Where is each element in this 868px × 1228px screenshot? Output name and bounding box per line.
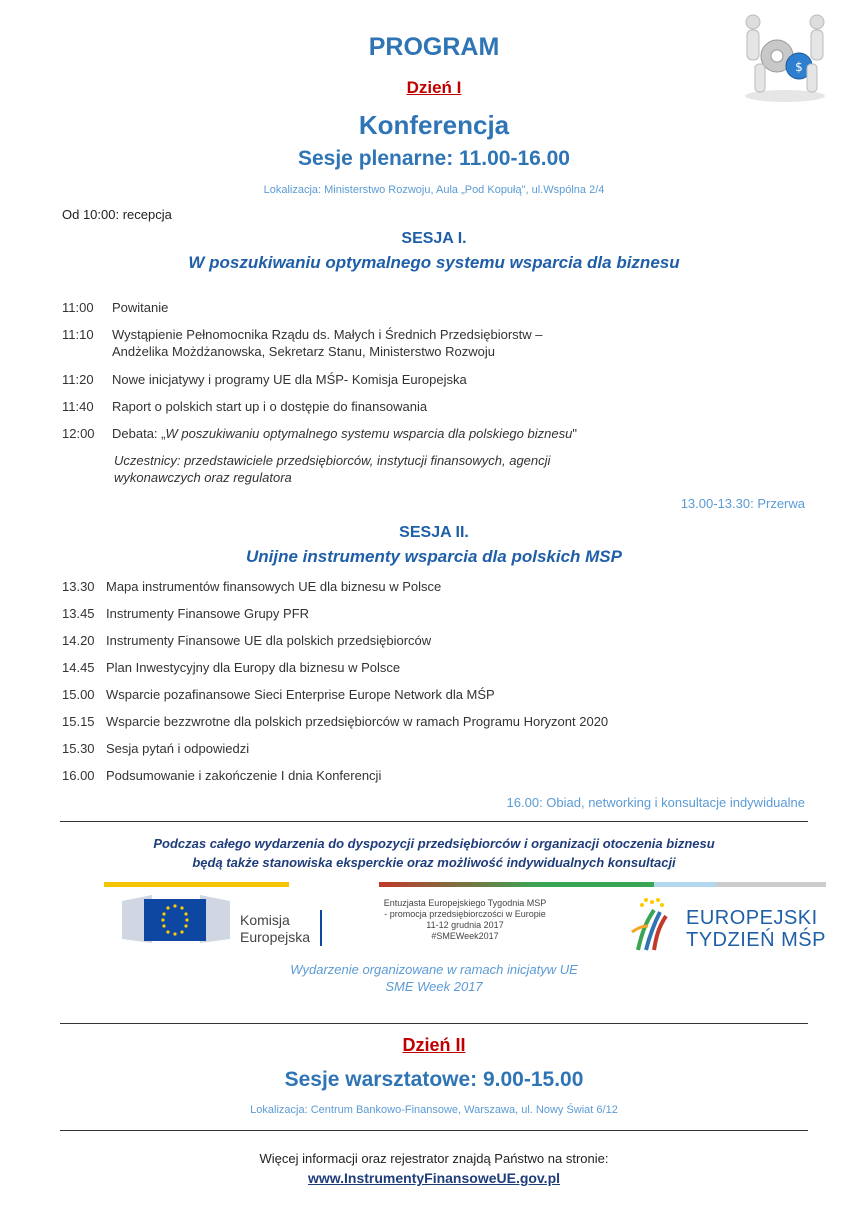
list-item bbox=[62, 425, 577, 442]
divider bbox=[60, 1130, 808, 1131]
list-item bbox=[62, 767, 822, 794]
expert-notice bbox=[0, 834, 868, 872]
item-text: Wsparcie bezzwrotne dla polskich przedsiębiorców w ramach Programu Horyzont 2020 bbox=[106, 714, 609, 729]
closing-note: 16.00: Obiad, networking i konsultacje indywidualne bbox=[506, 795, 805, 810]
sme-line2: TYDZIEŃ MŚP bbox=[686, 929, 826, 951]
participants-line2: wykonawczych oraz regulatora bbox=[114, 470, 292, 485]
list-item bbox=[62, 605, 822, 632]
list-item bbox=[62, 371, 467, 388]
conference-title: Konferencja bbox=[358, 110, 510, 140]
svg-text:$: $ bbox=[795, 60, 803, 74]
location-day1: Lokalizacja: Ministerstwo Rozwoju, Aula „Pod Kopułą", ul.Wspólna 2/4 bbox=[263, 184, 605, 196]
page-title: PROGRAM bbox=[368, 33, 500, 61]
event-caption bbox=[0, 961, 868, 995]
item-text-prefix: Debata: „ bbox=[112, 426, 166, 441]
item-text: Instrumenty Finansowe UE dla polskich przedsiębiorców bbox=[106, 633, 432, 648]
reception-note: Od 10:00: recepcja bbox=[62, 207, 172, 222]
ec-building-icon bbox=[122, 891, 232, 947]
list-item bbox=[62, 713, 822, 740]
location-day2: Lokalizacja: Centrum Bankowo-Finansowe, Warszawa, ul. Nowy Świat 6/12 bbox=[250, 1104, 618, 1116]
item-text: Instrumenty Finansowe Grupy PFR bbox=[106, 606, 310, 621]
mid-line2: - promocja przedsiębiorczości w Europie bbox=[384, 909, 546, 919]
session1-subtitle: W poszukiwaniu optymalnego systemu wsparcia dla biznesu bbox=[188, 253, 680, 272]
item-time: 11:00 bbox=[62, 300, 94, 315]
mid-line4: #SMEWeek2017 bbox=[431, 931, 499, 941]
mid-line3: 11-12 grudnia 2017 bbox=[426, 920, 504, 930]
color-bar-lightblue bbox=[654, 882, 716, 887]
ec-line1: Komisja bbox=[240, 912, 290, 928]
item-text: Powitanie bbox=[112, 300, 169, 315]
item-time: 13.30 bbox=[62, 579, 95, 594]
item-text-suffix: " bbox=[572, 426, 577, 441]
list-item bbox=[62, 659, 822, 686]
list-item bbox=[62, 578, 822, 605]
plenary-sessions: Sesje plenarne: 11.00-16.00 bbox=[297, 147, 570, 170]
participants-line1: Uczestnicy: przedstawiciele przedsiębiorców, instytucji finansowych, agencji bbox=[114, 453, 551, 468]
caption-line1: Wydarzenie organizowane w ramach inicjatyw UE bbox=[290, 962, 578, 977]
sme-line1: EUROPEJSKI bbox=[686, 907, 818, 929]
item-time: 11:40 bbox=[62, 399, 94, 414]
sme-week-name bbox=[686, 907, 826, 951]
session2-agenda bbox=[62, 578, 822, 794]
day1-heading: Dzień I bbox=[406, 78, 462, 97]
item-text: Plan Inwestycyjny dla Europy dla biznesu w Polsce bbox=[106, 660, 401, 675]
color-bar-yellow bbox=[104, 882, 289, 887]
item-time: 11:10 bbox=[62, 327, 94, 342]
color-bar-green2 bbox=[539, 882, 654, 887]
item-text: Wystąpienie Pełnomocnika Rządu ds. Małych i Średnich Przedsiębiorstw – bbox=[112, 327, 543, 342]
caption-line2: SME Week 2017 bbox=[385, 979, 483, 994]
debate-title: W poszukiwaniu optymalnego systemu wsparcia dla polskiego biznesu bbox=[165, 426, 573, 441]
workshop-sessions: Sesje warsztatowe: 9.00-15.00 bbox=[284, 1068, 584, 1091]
color-bar-gap bbox=[289, 882, 379, 887]
day2-heading: Dzień II bbox=[402, 1035, 466, 1055]
item-time: 15.30 bbox=[62, 741, 95, 756]
notice-line2: będą także stanowiska eksperckie oraz możliwość indywidualnych konsultacji bbox=[192, 855, 676, 870]
ec-name bbox=[240, 912, 310, 946]
ec-line2: Europejska bbox=[240, 929, 311, 945]
session1-heading: SESJA I. bbox=[401, 230, 467, 247]
notice-line1: Podczas całego wydarzenia do dyspozycji przedsiębiorców i organizacji otoczenia biznesu bbox=[153, 836, 715, 851]
color-bar-green bbox=[379, 882, 539, 887]
divider bbox=[60, 821, 808, 822]
item-time: 15.00 bbox=[62, 687, 95, 702]
list-item bbox=[62, 686, 822, 713]
item-text: Sesja pytań i odpowiedzi bbox=[106, 741, 250, 756]
sme-enthusiast-text bbox=[355, 898, 575, 942]
item-text-line2: Andżelika Możdżanowska, Sekretarz Stanu, Ministerstwo Rozwoju bbox=[112, 344, 495, 359]
mid-line1: Entuzjasta Europejskiego Tygodnia MSP bbox=[383, 898, 547, 908]
sme-figure-icon bbox=[628, 892, 678, 952]
item-text: Nowe inicjatywy i programy UE dla MŚP- Komisja Europejska bbox=[112, 372, 467, 387]
color-bar-grey bbox=[716, 882, 826, 887]
item-time: 14.45 bbox=[62, 660, 95, 675]
list-item bbox=[62, 326, 543, 360]
ec-logo bbox=[122, 891, 232, 952]
more-info-text: Więcej informacji oraz rejestrator znajdą Państwo na stronie: bbox=[259, 1151, 609, 1166]
item-time: 16.00 bbox=[62, 768, 95, 783]
list-item bbox=[62, 398, 427, 415]
divider bbox=[60, 1023, 808, 1024]
item-time: 11:20 bbox=[62, 372, 94, 387]
item-text: Wsparcie pozafinansowe Sieci Enterprise Europe Network dla MŚP bbox=[106, 687, 495, 702]
list-item bbox=[62, 632, 822, 659]
color-bar bbox=[104, 882, 826, 887]
item-text: Podsumowanie i zakończenie I dnia Konferencji bbox=[106, 768, 382, 783]
list-item bbox=[62, 740, 822, 767]
list-item bbox=[62, 299, 168, 316]
participants-note bbox=[114, 452, 550, 486]
item-time: 13.45 bbox=[62, 606, 95, 621]
break-note: 13.00-13.30: Przerwa bbox=[680, 496, 805, 511]
item-text: Mapa instrumentów finansowych UE dla biznesu w Polsce bbox=[106, 579, 442, 594]
session2-subtitle: Unijne instrumenty wsparcia dla polskich MSP bbox=[246, 547, 622, 566]
item-time: 14.20 bbox=[62, 633, 95, 648]
website-link[interactable]: www.InstrumentyFinansoweUE.gov.pl bbox=[307, 1170, 561, 1186]
item-text: Raport o polskich start up i o dostępie do finansowania bbox=[112, 399, 428, 414]
session2-heading: SESJA II. bbox=[399, 524, 469, 541]
ec-divider bbox=[320, 910, 322, 946]
item-time: 12:00 bbox=[62, 426, 95, 441]
item-time: 15.15 bbox=[62, 714, 95, 729]
sme-week-logo bbox=[628, 892, 678, 957]
